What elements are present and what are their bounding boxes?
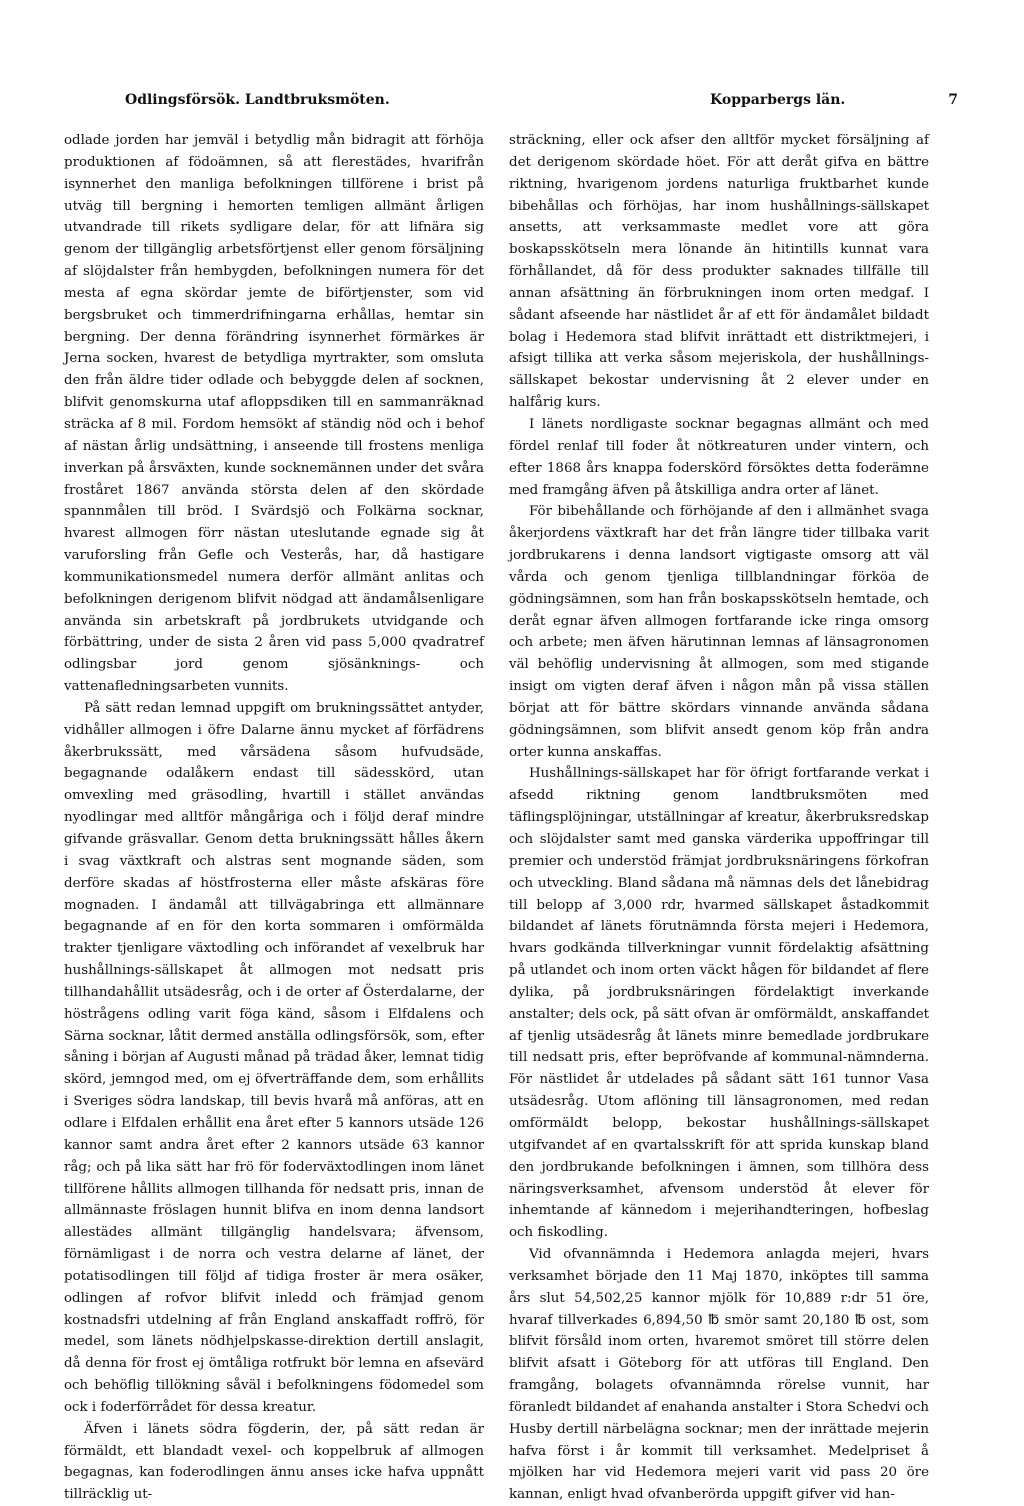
paragraph: Äfven i länets södra fögderin, der, på sätt redan är förmäldt, ett blandadt vexel- och koppelbruk af allmogen begagnas, kan foderodlingen ännu anses icke hafva uppnått tillräcklig ut- — [64, 1421, 484, 1503]
right-text-column — [509, 130, 929, 1506]
paragraph: På sätt redan lemnad uppgift om brukningssättet antyder, vidhåller allmogen i öfre Dalarne ännu mycket af förfädrens åkerbrukssätt, med vårsädena såsom hufvudsäde, begagnande odalåkern endast till sädesskörd, utan omvexling med gräsodling, hvartill i stället användas nyodlingar med alltför mångåriga och i följd deraf mindre gifvande gräsvallar. Genom detta brukningssätt hålles åkern i svag växtkraft och alstras sent mognande säden, som derföre skadas af höstfrosterna eller måste afskäras före mognaden. I ändamål att tillvägabringa ett allmännare begagnande af en för den korta sommaren i omförmälda trakter tjenligare växtodling och införandet af vexelbruk har hushållnings-sällskapet åt allmogen mot nedsatt pris tillhandahållit utsädesråg, och i de orter af Österdalarne, der höstrågens odling varit föga känd, såsom i Elfdalens och Särna socknar, låtit dermed anställa odlingsförsök, som, efter såning i början af Augusti månad på trädad åker, lemnat tidig skörd, jemngod med, om ej öfverträffande dem, som erhållits i Sveriges södra landskap, till bevis hvarå må anföras, att en odlare i Elfdalen erhållit ena året efter 5 kannors utsäde 126 kannor samt andra året efter 2 kannors utsäde 63 kannor råg; och på lika sätt har frö för foderväxtodlingen inom länet tillförene hållits allmogen tillhanda för nedsatt pris, innan de allmännaste fröslagen hunnit blifva en inom denna landsort allestädes allmänt tillgänglig handelsvara; äfvensom, förnämligast i de norra och vestra delarne af länet, der potatisodlingen till följd af tidiga froster är mera osäker, odlingen af rofvor blifvit inledd och främjad genom kostnadsfri utdelning af från England anskaffadt roffrö, för medel, som länets nödhjelpskasse-direktion dertill anslagit, då denna för frost ej ömtåliga rotfrukt bör lemna en afsevärd och behöflig tillökning såväl i befolkningens födomedel som ock i foderförrådet för dessa kreatur. — [64, 700, 484, 1415]
header-county: Kopparbergs län. — [710, 92, 846, 108]
paragraph: Vid ofvannämnda i Hedemora anlagda mejeri, hvars verksamhet började den 11 Maj 1870, inköptes till samma års slut 54,502,25 kannor mjölk för 10,889 r:dr 51 öre, hvaraf tillverkades 6,894,50 ℔ smör samt 20,180 ℔ ost, som blifvit försåld inom orten, hvaremot smöret till större delen blifvit afsatt i Göteborg för att utföras till England. Den framgång, bolagets ofvannämnda rörelse vunnit, har föranledt bildandet af enahanda anstalter i Stora Schedvi och Husby dertill närbelägna socknar; men der inrättade mejerin hafva först i år kommit till verksamhet. Medelpriset å mjölken har vid Hedemora mejeri varit vid pass 20 öre kannan, enligt hvad ofvanberörda uppgift gifver vid han- — [509, 1247, 929, 1503]
running-header — [80, 92, 958, 116]
paragraph: sträckning, eller ock afser den alltför mycket försäljning af det derigenom skördade höet. För att deråt gifva en bättre riktning, hvarigenom jordens naturliga fruktbarhet kunde bibehållas och förhöjas, har inom hushållnings-sällskapet ansetts, att verksammaste medlet vore att göra boskapsskötseln mera lönande än hitintills kunnat vara förhållandet, då för dess produkter saknades tillfälle till annan afsättning än förbrukningen inom orten medgaf. I sådant afseende har nästlidet år af ett för ändamålet bildadt bolag i Hedemora stad blifvit inrättadt ett distriktmejeri, i afsigt tillika att verka såsom mejeriskola, der hushållnings-sällskapet bekostar undervisning åt 2 elever under en halfårig kurs. — [509, 133, 929, 411]
paragraph: För bibehållande och förhöjande af den i allmänhet svaga åkerjordens växtkraft har det från längre tider tillbaka varit jordbrukarens i denna landsort vigtigaste omsorg att väl vårda och genom tjenliga tillblandningar förköa de gödningsämnen, som han från boskapsskötseln hemtade, och deråt egnar äfven allmogen fortfarande icke ringa omsorg och arbete; men äfven härutinnan lemnas af länsagronomen väl behöflig undervisning åt allmogen, som med stigande insigt om vigten deraf äfven i någon mån på vissa ställen börjat att för bättre skördars vinnande använda sådana gödningsämnen, som blifvit ansedt genom köp från andra orter kunna anskaffas. — [509, 504, 929, 760]
paragraph: Hushållnings-sällskapet har för öfrigt fortfarande verkat i afsedd riktning genom landtbruksmöten med täflingsplöjningar, utställningar af kreatur, åkerbruksredskap och slöjdalster samt med ganska värderika uppoffringar till premier och understöd främjat jordbruksnäringens förkofran och utveckling. Bland sådana må nämnas dels det lånebidrag till belopp af 3,000 rdr, hvarmed sällskapet åstadkommit bildandet af länets förutnämnda första mejeri i Hedemora, hvars godkända tillverkningar vunnit fördelaktig afsättning på utlandet och inom orten väckt hågen för bildandet af flere dylika, på jordbruksnäringen fördelaktigt inverkande anstalter; dels ock, på sätt ofvan är omförmäldt, anskaffandet af tjenlig utsädesråg åt länets minre bemedlade jordbrukare till nedsatt pris, efter bepröfvande af kommunal-nämnderna. För nästlidet år utdelades på sådant sätt 161 tunnor Vasa utsädesråg. Utom aflöning till länsagronomen, med redan omförmäldt belopp, bekostar hushållnings-sällskapet utgifvandet af en qvartalsskrift för att sprida kunskap bland den jordbrukande befolkningen i ämnen, som tillhöra dess näringsverksamhet, afvensom understöd åt elever för inhemtande af kännedom i mejerihandteringen, hofbeslag och fiskodling. — [509, 766, 929, 1241]
paragraph: odlade jorden har jemväl i betydlig mån bidragit att förhöja produktionen af födoämnen, så att flerestädes, hvarifrån isynnerhet den manliga befolkningen tillförene i brist på utväg till bergning i hemorten temligen allmänt årligen utvandrade till rikets sydligare delar, för att lifnära sig genom der tillgänglig arbetsförtjenst eller genom försäljning af slöjdalster från hembygden, befolkningen numera för det mesta af egna skördar jemte de biförtjenster, som vid bergsbruket och timmerdrifningarna erhållas, hemtar sin bergning. Der denna förändring isynnerhet förmärkes är Jerna socken, hvarest de betydliga myrtrakter, som omsluta den från äldre tider odlade och bebyggde delen af socknen, blifvit genomskurna utaf afloppsdiken till en sammanräknad sträcka af 8 mil. Fordom hemsökt af ständig nöd och i behof af nästan årlig undsättning, i anseende till frostens menliga inverkan på årsväxten, kunde socknemännen under det svåra froståret 1867 använda största delen af den skördade spannmålen till bröd. I Svärdsjö och Folkärna socknar, hvarest allmogen förr nästan uteslutande egnade sig åt varuforsling från Gefle och Vesterås, har, då hastigare kommunikationsmedel numera derför allmänt anlitas och befolkningen derigenom blifvit nödgad att ändamålsenligare använda sin arbetskraft på jordbrukets utvidgande och förbättring, under de sista 2 åren vid pass 5,000 qvadratref odlingsbar jord genom sjösänknings- och vattenafledningsarbeten vunnits. — [64, 133, 484, 695]
left-text-column — [64, 130, 484, 1506]
paragraph: I länets nordligaste socknar begagnas allmänt och med fördel renlaf till foder åt nötkreaturen under vintern, och efter 1868 års knappa foderskörd försöktes detta foderämne med framgång äfven på åtskilliga andra orter af länet. — [509, 416, 929, 498]
header-section-title: Odlingsförsök. Landtbruksmöten. — [125, 92, 390, 108]
page-number: 7 — [948, 92, 958, 108]
